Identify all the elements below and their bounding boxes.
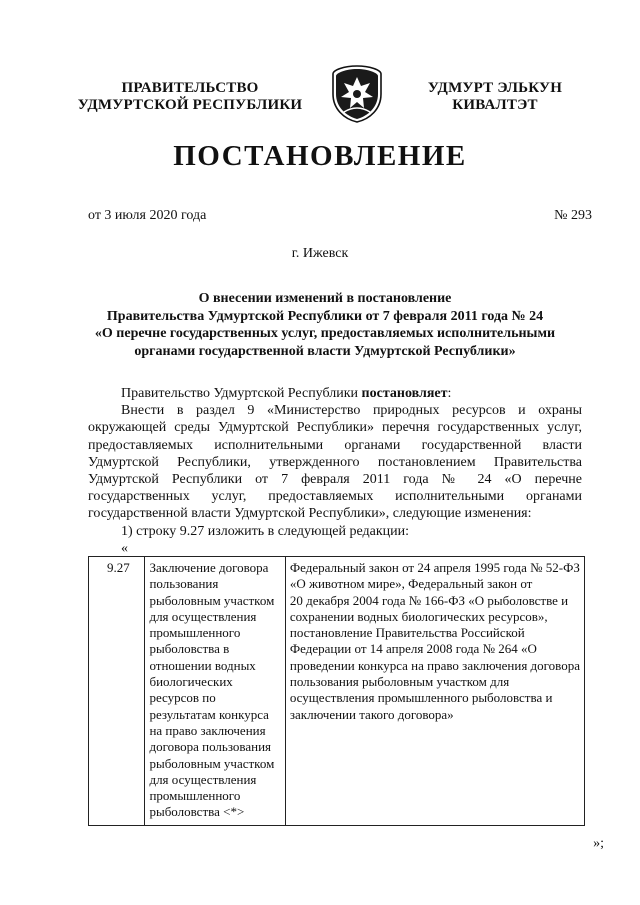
legal-basis-line: заключении такого договора» — [289, 706, 454, 722]
closing-quote: »; — [593, 836, 604, 851]
service-line: рыболовства в — [149, 641, 230, 657]
service-line: промышленного — [149, 788, 241, 804]
service-line: рыболовным участком — [149, 755, 275, 771]
legal-basis-line: постановление Правительства Российской — [289, 625, 525, 641]
decree-keyword: постановляет — [361, 386, 448, 401]
decree-paragraph: Внести в раздел 9 «Министерство природных ресурсов и охраны окружающей среды Удмуртской Республики» перечня государственных услуг, предоставляемых исполнительными органами государственной власти Удмуртской Республики, утвержденного постановлением Правительства Удмуртской Республики от 7 февраля 2011 года № 24 «О перечне государственных услуг, предоставляемых исполнительными органами государственной власти Удмуртской Республики», следующие изменения: — [88, 403, 582, 522]
service-line: Заключение договора — [149, 560, 269, 575]
service-line: ресурсов по — [149, 690, 216, 706]
open-quote: « — [121, 540, 128, 556]
service-line: биологических — [149, 674, 233, 690]
government-name-udmurt — [395, 80, 595, 114]
service-line: для осуществления — [149, 771, 257, 787]
service-line: промышленного — [149, 625, 241, 641]
government-name-udmurt-line-2: КИВАЛТЭТ — [452, 97, 538, 113]
service-line: рыболовным участком — [149, 592, 275, 608]
table-row — [89, 557, 585, 826]
service-line: отношении водных — [149, 657, 256, 673]
service-line: для осуществления — [149, 608, 257, 624]
document-city: г. Ижевск — [291, 246, 349, 261]
government-name-line-2: УДМУРТСКОЙ РЕСПУБЛИКИ — [77, 97, 303, 113]
service-line: пользования — [149, 576, 219, 592]
legal-basis-line: 20 декабря 2004 года № 166-ФЗ «О рыболовстве и — [289, 592, 569, 608]
government-name-line-1: ПРАВИТЕЛЬСТВО — [121, 80, 259, 96]
legal-basis-line: проведении конкурса на право заключения договора — [289, 657, 580, 673]
subject-line: «О перечне государственных услуг, предоставляемых исполнительными — [94, 326, 556, 341]
government-name-russian — [60, 80, 320, 114]
government-name-udmurt-line-1: УДМУРТ ЭЛЬКУН — [427, 80, 563, 96]
services-table — [88, 556, 585, 826]
decree-intro-text: Правительство Удмуртской Республики — [121, 386, 362, 401]
document-subject — [80, 290, 570, 360]
service-line: договора пользования — [149, 739, 272, 755]
service-name-cell — [145, 557, 285, 826]
legal-basis-line: Федерации от 14 апреля 2008 года № 264 «О — [289, 641, 537, 657]
document-body — [88, 385, 582, 557]
row-number-cell: 9.27 — [89, 557, 145, 826]
legal-basis-cell — [285, 557, 584, 826]
document-title: ПОСТАНОВЛЕНИЕ — [173, 140, 467, 172]
decree-item-1: 1) строку 9.27 изложить в следующей редакции: — [121, 523, 410, 539]
coat-of-arms-icon — [330, 64, 384, 124]
service-line: на право заключения — [149, 722, 266, 738]
service-line: рыболовства <*> — [149, 804, 245, 820]
legal-basis-line: осуществления промышленного рыболовства и — [289, 690, 553, 706]
decree-intro-colon: : — [447, 386, 452, 401]
legal-basis-line: пользования рыболовным участком для — [289, 674, 510, 690]
legal-basis-line: Федеральный закон от 24 апреля 1995 года № 52-ФЗ — [289, 560, 580, 575]
legal-basis-line: «О животном мире», Федеральный закон от — [289, 576, 533, 592]
subject-line: Правительства Удмуртской Республики от 7 февраля 2011 года № 24 — [106, 308, 544, 324]
service-line: результатам конкурса — [149, 706, 269, 722]
subject-line: О внесении изменений в постановление — [198, 291, 452, 306]
document-date: от 3 июля 2020 года — [88, 208, 207, 223]
subject-line: органами государственной власти Удмуртской Республики» — [134, 343, 516, 359]
legal-basis-line: сохранении водных биологических ресурсов», — [289, 608, 548, 624]
document-number: № 293 — [554, 208, 592, 223]
decree-intro — [88, 385, 582, 402]
